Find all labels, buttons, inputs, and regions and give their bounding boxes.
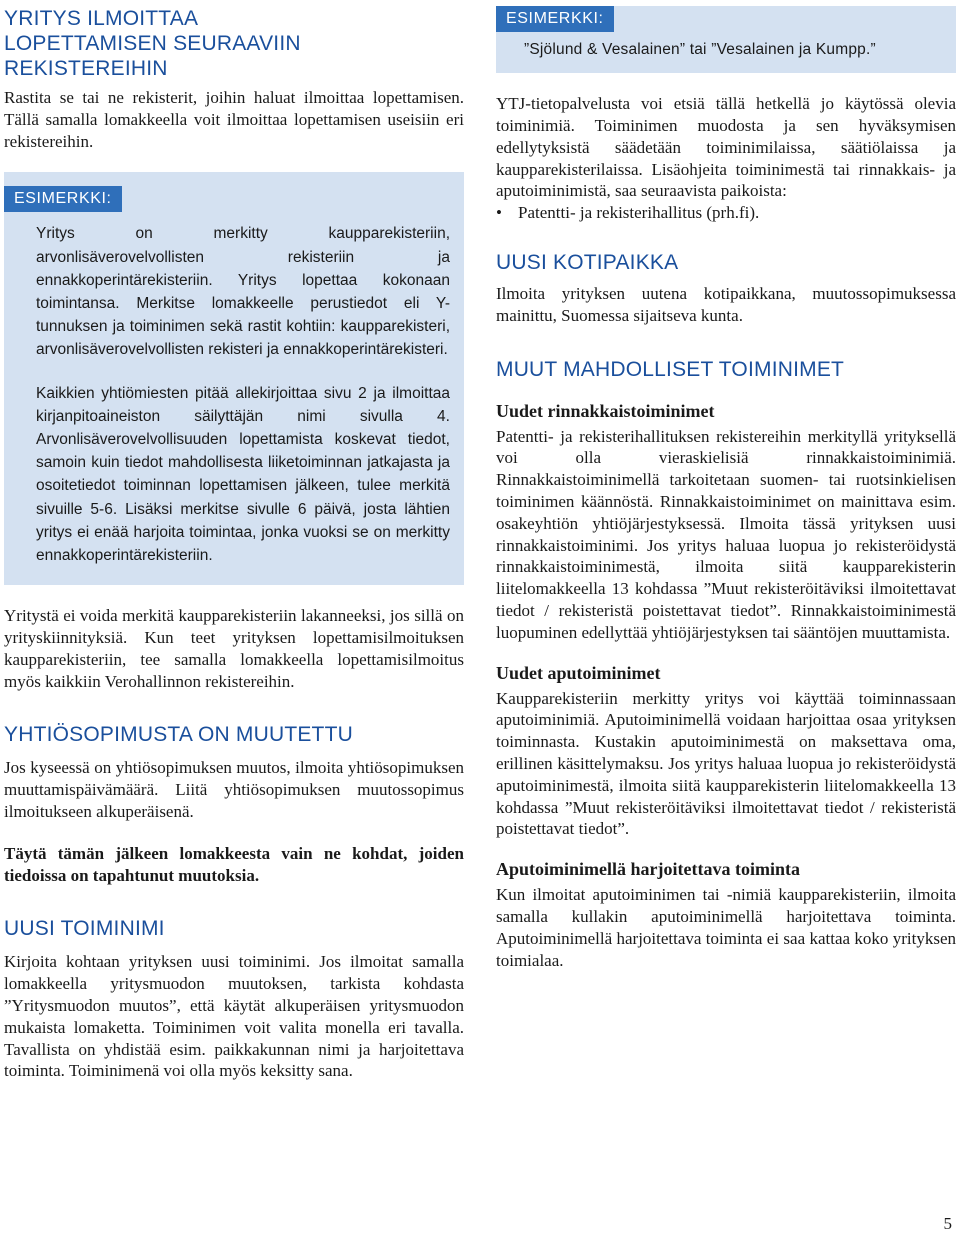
paragraph-bold-notice: Täytä tämän jälkeen lomakkeesta vain ne kohdat, joiden tiedoissa on tapahtunut muutoksia. xyxy=(4,843,464,885)
bullet-icon: • xyxy=(496,203,502,223)
bullet-text: Patentti- ja rekisterihallitus (prh.fi). xyxy=(518,203,760,223)
right-column xyxy=(496,0,956,971)
paragraph-rinnakkaistoiminimet: Patentti- ja rekisterihallituksen rekistereihin merkityllä yrityksellä voi olla vieraskielisiä rinnakkaistoiminimiä. Rinnakkaistoiminimellä tarkoitetaan suomen- tai ruotsinkielisen toiminimen käännöstä. Rinnakkaistoiminimet on mainittava esim. osakeyhtiön yhtiöjärjestyksessä. Ilmoita tässä yrityksen uusi rinnakkaistoiminimi. Jos yritys haluaa luopua jo rekisteröidystä rinnakkaistoiminimestä, ilmoita siitä kaupparekisterin liitelomakkeella 13 kohdassa ”Muut rekisteröitäviksi ilmoitettavat tiedot / rekisteristä poistettavat tiedot”. Rinnakkaistoiminimestä luopuminen edellyttää yhtiöjärjestyksen tai sääntöjen muuttamista. xyxy=(496,426,956,642)
heading-uusi-toiminimi: UUSI TOIMINIMI xyxy=(4,917,165,941)
heading-muut-toiminimet: MUUT MAHDOLLISET TOIMINIMET xyxy=(496,357,845,381)
example-text: ”Sjölund & Vesalainen” tai ”Vesalainen ja Kumpp.” xyxy=(524,41,876,58)
paragraph-yrityskiinnitys: Yritystä ei voida merkitä kaupparekisteriin lakanneeksi, jos sillä on yrityskiinnityksiä. Kun teet yrityksen lopettamisilmoituksen kaupparekisteriin, tee samalla lomakkeella lopettamisilmoitus myös kaikkiin Verohallinnon rekistereihin. xyxy=(4,606,464,691)
left-column xyxy=(4,0,464,1082)
heading-yhtiosopimus: YHTIÖSOPIMUSTA ON MUUTETTU xyxy=(4,723,353,747)
subheading-aputoiminimet: Uudet aputoiminimet xyxy=(496,662,661,683)
paragraph-yhtiosopimus: Jos kyseessä on yhtiösopimuksen muutos, ilmoita yhtiösopimuksen muuttamispäivämäärä. Liitä yhtiösopimuksen muutossopimus ilmoitukseen alkuperäisenä. xyxy=(4,758,464,822)
heading-kotipaikka: UUSI KOTIPAIKKA xyxy=(496,250,679,274)
example-badge: ESIMERKKI: xyxy=(496,6,614,32)
paragraph-ytj: YTJ-tietopalvelusta voi etsiä tällä hetkellä jo käytössä olevia toiminimiä. Toiminimen muodosta ja sen hyväksymisen edellytyksistä säädetään toiminimilaissa, säätiölaissa ja kaupparekisterilaissa. Lisäohjeita toiminimestä tai rinnakkais- ja aputoiminimistä, saa seuraavista paikoista: xyxy=(496,94,956,201)
paragraph-kotipaikka: Ilmoita yrityksen uutena kotipaikkana, muutossopimuksessa mainittu, Suomessa sijaitseva kunta. xyxy=(496,283,956,325)
example-paragraph-1: Yritys on merkitty kaupparekisteriin, arvonlisäverovelvollisten rekisteriin ja ennakkoperintärekisteriin. Yritys lopettaa kokonaan toimintansa. Merkitse lomakkeelle perustiedot eli Y-tunnuksen ja toiminimen sekä rastit kohtiin: kaupparekisteri, arvonlisäverovelvollisten rekisteri ja ennakkoperintärekisteri. xyxy=(36,225,450,359)
example-paragraph-2: Kaikkien yhtiömiesten pitää allekirjoittaa sivu 2 ja ilmoittaa kirjanpitoaineiston säilyttäjän nimi sivulla 4. Arvonlisäverovelvollisuuden lopettamista koskevat tiedot, samoin kuin tiedot mahdollisesta liiketoiminnan jatkajasta ja osoitetiedot toiminnan lopettamisen jälkeen, tulee merkitä sivuille 5-6. Lisäksi merkitse sivulle 6 päivä, josta lähtien yritys ei enää harjoita toimintaa, jonka vuoksi se on merkitty ennakkoperintärekisteriin. xyxy=(36,384,450,565)
example-badge: ESIMERKKI: xyxy=(4,186,122,212)
example-box-right xyxy=(496,6,956,73)
intro-paragraph: Rastita se tai ne rekisterit, joihin haluat ilmoittaa lopettamisen. Tällä samalla lomakkeella voit ilmoittaa lopettamisen useisiin eri rekistereihin. xyxy=(4,88,464,151)
subheading-rinnakkaistoiminimet: Uudet rinnakkaistoiminimet xyxy=(496,400,715,421)
heading-lopettaminen: YRITYS ILMOITTAA LOPETTAMISEN SEURAAVIIN REKISTEREIHIN xyxy=(4,7,301,80)
paragraph-aputoiminimet: Kaupparekisteriin merkitty yritys voi käyttää toiminnassaan aputoiminimiä. Aputoiminimellä voidaan harjoittaa osaa yrityksen toiminnasta. Kustakin aputoiminimestä on maksettava oma, erillinen käsittelymaksu. Jos yritys haluaa luopua jo rekisteröidystä aputoiminimestä, ilmoita siitä kaupparekisterin liitelomakkeella 13 kohdassa ”Muut rekisteröitäviksi ilmoitettavat tiedot / rekisteristä poistettavat tiedot”. xyxy=(496,688,956,839)
example-box-left xyxy=(4,172,464,585)
page-number: 5 xyxy=(943,1214,952,1233)
subheading-aputoiminimi-toiminta: Aputoiminimellä harjoitettava toiminta xyxy=(496,859,800,880)
paragraph-aputoiminimi-toiminta: Kun ilmoitat aputoiminimen tai -nimiä kaupparekisteriin, ilmoita samalla kullakin aputoiminimellä harjoitettava toiminta. Aputoiminimellä harjoitettava toiminta ei saa kattaa koko yrityksen toimialaa. xyxy=(496,885,956,970)
paragraph-uusi-toiminimi: Kirjoita kohtaan yrityksen uusi toiminimi. Jos ilmoitat samalla lomakkeella yritysmuodon muutoksen, tarkista kohdasta ”Yritysmuodon muutos”, että käytät alkuperäisen yritysmuodon mukaista lomaketta. Toiminimen voit valita monella eri tavalla. Tavallista on yhdistää esim. paikkakunnan nimi ja harjoitettava toiminta. Toiminimenä voi olla myös keksitty sana. xyxy=(4,952,464,1081)
bullet-item xyxy=(496,202,956,224)
